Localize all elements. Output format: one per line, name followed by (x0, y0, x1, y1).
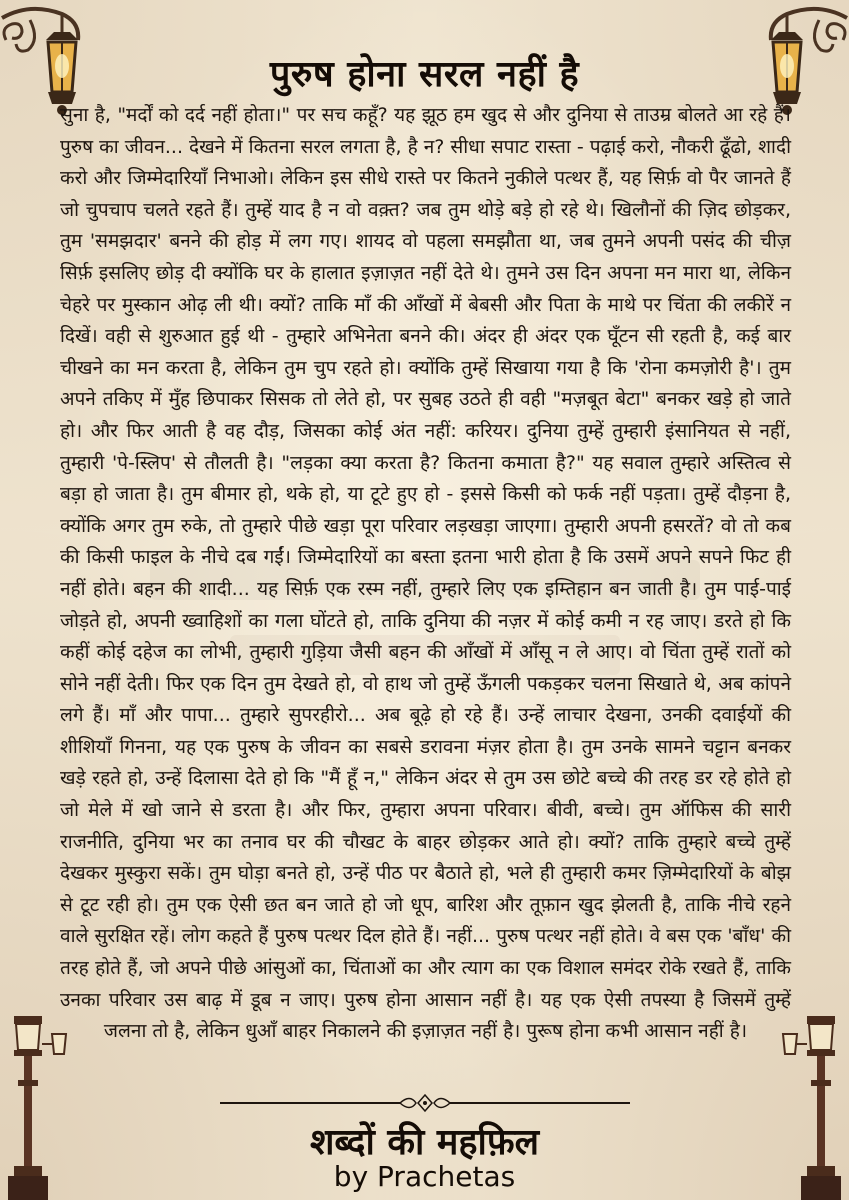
body-paragraph: सुना है, "मर्दों को दर्द नहीं होता।" पर सच कहूँ? यह झूठ हम खुद से और दुनिया से ताउम्र बोलते आ रहे हैं। पुरुष का जीवन... देखने में कितना सरल लगता है, है न? सीधा सपाट रास्ता - पढ़ाई करो, नौकरी ढूँढो, शादी करो और जिम्मेदारियाँ निभाओ। लेकिन इस सीधे रास्ते पर कितने नुकीले पत्थर हैं, यह सिर्फ़ वो पैर जानते हैं जो चुपचाप चलते रहते हैं। तुम्हें याद है न वो वक़्त? जब तुम थोड़े बड़े हो रहे थे। खिलौनों की ज़िद छोड़कर, तुम 'समझदार' बनने की होड़ में लग गए। शायद वो पहला समझौता था, जब तुमने अपनी पसंद की चीज़ सिर्फ़ इसलिए छोड़ दी क्योंकि घर के हालात इज़ाज़त नहीं देते थे। तुमने उस दिन अपना मन मारा था, लेकिन चेहरे पर मुस्कान ओढ़ ली थी। क्यों? ताकि माँ की आँखों में बेबसी और पिता के माथे पर चिंता की लकीरें न दिखें। वही से शुरुआत हुई थी - तुम्हारे अभिनेता बनने की। अंदर ही अंदर एक घूँटन सी रहती है, कई बार चीखने का मन करता है, लेकिन तुम चुप रहते हो। क्योंकि तुम्हें सिखाया गया है कि 'रोना कमज़ोरी है'। तुम अपने तकिए में मुँह छिपाकर सिसक तो लेते हो, पर सुबह उठते ही वही "मज़बूत बेटा" बनकर खड़े हो जाते हो। और फिर आती है वह दौड़, जिसका कोई अंत नहीं: करियर। दुनिया तुम्हें तुम्हारी इंसानियत से नहीं, तुम्हारी 'पे-स्लिप' से तौलती है। "लड़का क्या करता है? कितना कमाता है?" यह सवाल तुम्हारे अस्तित्व से बड़ा हो जाता है। तुम बीमार हो, थके हो, या टूटे हुए हो - इससे किसी को फर्क नहीं पड़ता। तुम्हें दौड़ना है, क्योंकि अगर तुम रुके, तो तुम्हारे पीछे खड़ा पूरा परिवार लड़खड़ा जाएगा। तुम्हारी अपनी हसरतें? वो तो कब की किसी फाइल के नीचे दब गईं। जिम्मेदारियों का बस्ता इतना भारी होता है कि उसमें अपने सपने फिट ही नहीं होते। बहन की शादी... यह सिर्फ़ एक रस्म नहीं, तुम्हारे लिए एक इम्तिहान बन जाती है। तुम पाई-पाई जोड़ते हो, अपनी ख्वाहिशों का गला घोंटते हो, ताकि दुनिया की नज़र में कोई कमी न रह जाए। डरते हो कि कहीं कोई दहेज का लोभी, तुम्हारी गुड़िया जैसी बहन की आँखों में आँसू न ले आए। वो चिंता तुम्हें रातों को सोने नहीं देती। फिर एक दिन तुम देखते हो, वो हाथ जो तुम्हें ऊँगली पकड़कर चलना सिखाते थे, अब कांपने लगे हैं। माँ और पापा... तुम्हारे सुपरहीरो... अब बूढ़े हो रहे हैं। उन्हें लाचार देखना, उनकी दवाईयों की शीशियाँ गिनना, यह एक पुरुष के जीवन का सबसे डरावना मंज़र होता है। तुम उनके सामने चट्टान बनकर खड़े रहते हो, उन्हें दिलासा देते हो कि "मैं हूँ न," लेकिन अंदर से तुम उस छोटे बच्चे की तरह डर रहे होते हो जो मेले में खो जाने से डरता है। और फिर, तुम्हारा अपना परिवार। बीवी, बच्चे। तुम ऑफिस की सारी राजनीति, दुनिया भर का तनाव घर की चौखट के बाहर छोड़कर आते हो। क्यों? ताकि तुम्हारे बच्चे तुम्हें देखकर मुस्कुरा सकें। तुम घोड़ा बनते हो, उन्हें पीठ पर बैठाते हो, भले ही तुम्हारी कमर ज़िम्मेदारियों के बोझ से टूट रही हो। तुम एक ऐसी छत बन जाते हो जो धूप, बारिश और तूफ़ान खुद झेलती है, ताकि नीचे रहने वाले सुरक्षित रहें। लोग कहते हैं पुरुष पत्थर दिल होते हैं। नहीं... पुरुष पत्थर नहीं होते। वे बस एक 'बाँध' की तरह होते हैं, जो अपने पीछे आंसुओं का, चिंताओं का और त्याग का एक विशाल समंदर रोके रखते हैं, ताकि उनका परिवार उस बाढ़ में डूब न जाए। पुरुष होना आसान नहीं है। यह एक ऐसी तपस्या है जिसमें तुम्हें जलना तो है, लेकिन धुआँ बाहर निकालने की इज़ाज़त नहीं है। पुरूष होना कभी आसान नहीं है। (60, 104, 791, 1043)
author-byline: by Prachetas (333, 1160, 516, 1193)
ornament-divider-icon (220, 1092, 630, 1114)
page-title: पुरुष होना सरल नहीं है (269, 54, 580, 95)
brand-name: शब्दों की महफ़िल (309, 1122, 540, 1163)
